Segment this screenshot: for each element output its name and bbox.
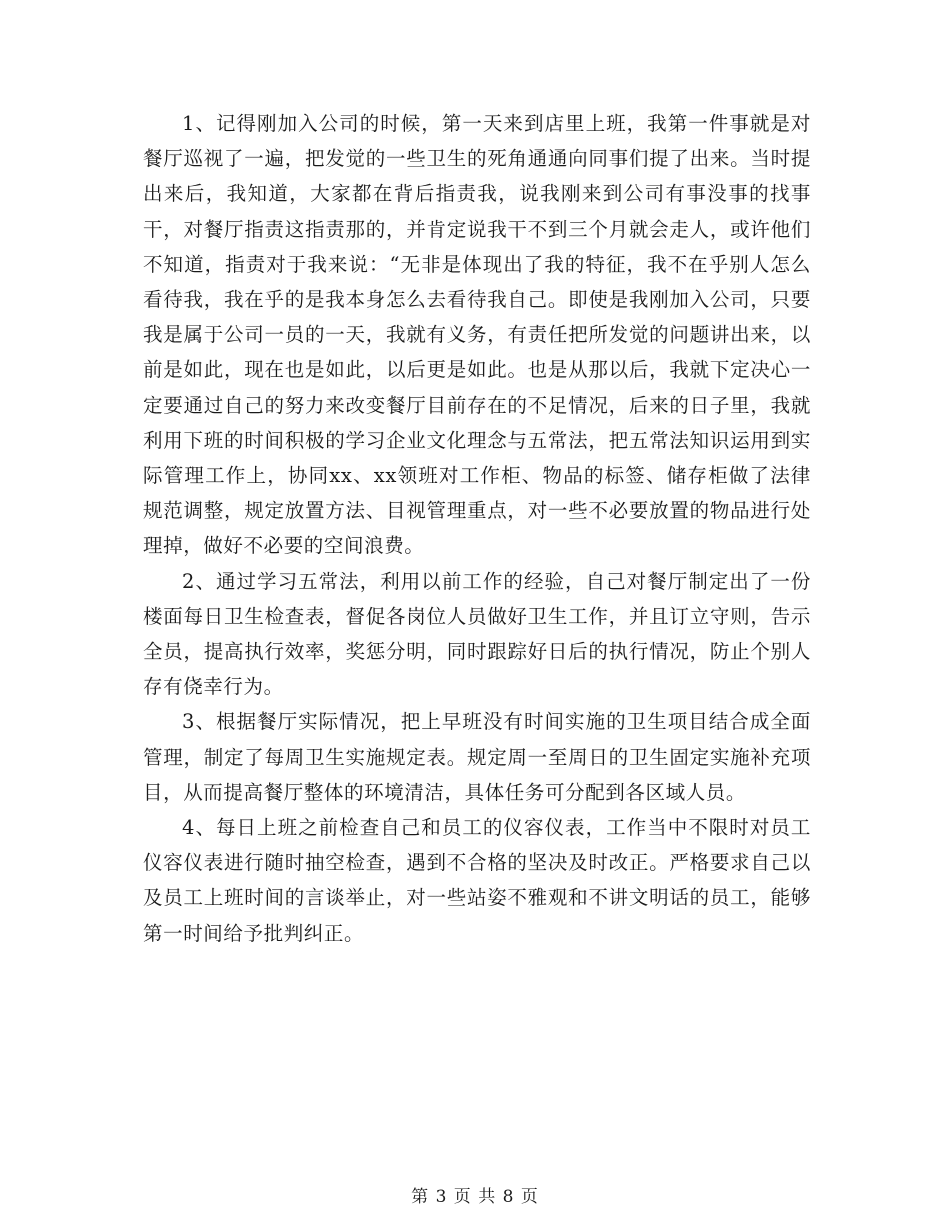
paragraph-2: 2、通过学习五常法，利用以前工作的经验，自己对餐厅制定出了一份楼面每日卫生检查表，督促各岗位人员做好卫生工作，并且订立守则，告示全员，提高执行效率，奖惩分明，同时跟踪好日后的执行情况，防止个别人存有侥幸行为。 [143,569,811,699]
paragraph-4: 4、每日上班之前检查自己和员工的仪容仪表，工作当中不限时对员工仪容仪表进行随时抽空检查，遇到不合格的坚决及时改正。严格要求自己以及员工上班时间的言谈举止，对一些站姿不雅观和不讲文明话的员工，能够第一时间给予批判纠正。 [143,816,811,945]
document-body [143,106,811,951]
page-footer [0,1182,950,1207]
page-number-label: 第 3 页 共 8 页 [411,1187,539,1207]
paragraph-1: 1、记得刚加入公司的时候，第一天来到店里上班，我第一件事就是对餐厅巡视了一遍，把发觉的一些卫生的死角通通向同事们提了出来。当时提出来后，我知道，大家都在背后指责我，说我刚来到公司有事没事的找事干，对餐厅指责这指责那的，并肯定说我干不到三个月就会走人，或许他们不知道，指责对于我来说：“无非是体现出了我的特征，我不在乎别人怎么看待我，我在乎的是我本身怎么去看待我自己。即使是我刚加入公司，只要我是属于公司一员的一天，我就有义务，有责任把所发觉的问题讲出来，以前是如此，现在也是如此，以后更是如此。也是从那以后，我就下定决心一定要通过自己的努力来改变餐厅目前存在的不足情况，后来的日子里，我就利用下班的时间积极的学习企业文化理念与五常法，把五常法知识运用到实际管理工作上，协同xx、xx领班对工作柜、物品的标签、储存柜做了法律规范调整，规定放置方法、目视管理重点，对一些不必要放置的物品进行处理掉，做好不必要的空间浪费。 [143,112,811,558]
paragraph-3: 3、根据餐厅实际情况，把上早班没有时间实施的卫生项目结合成全面管理，制定了每周卫生实施规定表。规定周一至周日的卫生固定实施补充项目，从而提高餐厅整体的环境清洁，具体任务可分配到各区域人员。 [143,710,811,804]
